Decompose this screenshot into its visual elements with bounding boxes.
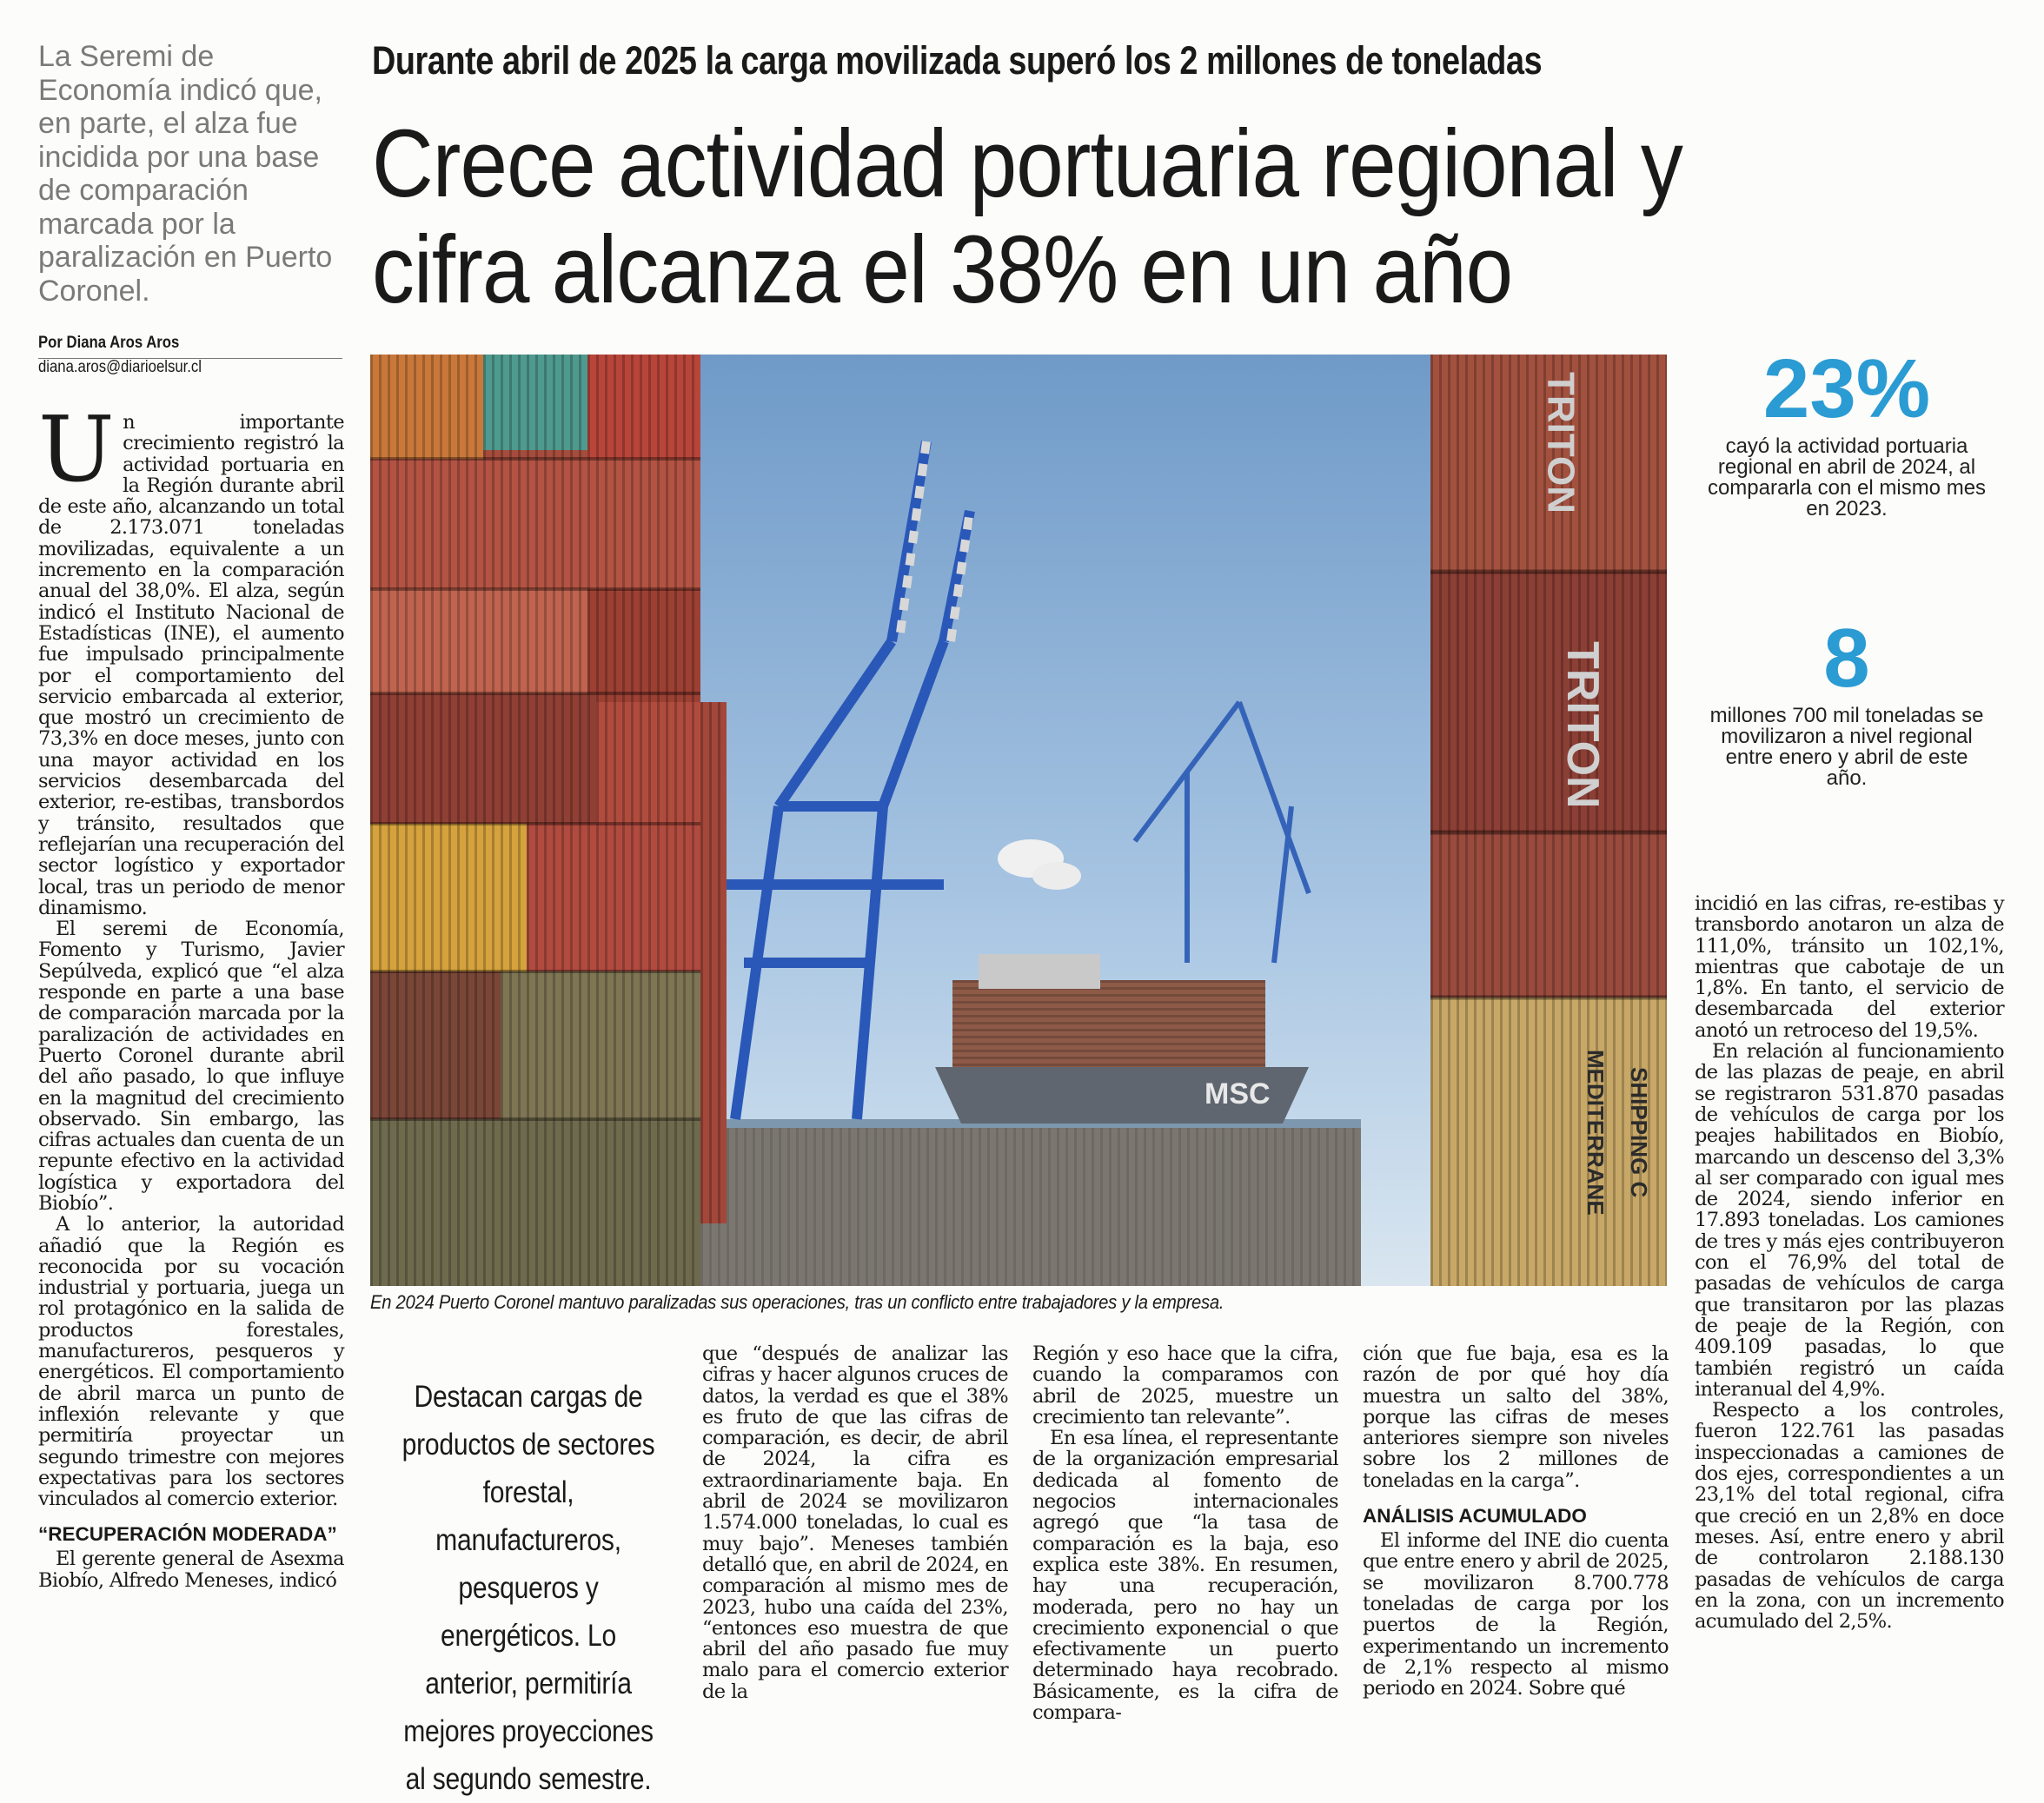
intro-summary: La Seremi de Economía indicó que, en parte, el alza fue incidida por una base de comparación marcada por la paralización en Puerto Coronel. [38,40,333,308]
ship-name: MSC [1204,1077,1271,1110]
container-text: SHIPPING C [1626,1067,1652,1198]
byline [38,334,342,359]
headline-line-2: cifra alcanza el 38% en un año [372,216,1513,323]
pull-quote: Destacan cargas de productos de sectores forestal, manufactureros, pesqueros y energéticos. Lo anterior, permitiría mejores proyecciones al segundo semestre. [402,1380,655,1796]
paragraph: Respecto a los controles, fueron 122.761 las pasadas inspeccionadas a camiones de dos ejes, correspondientes a un 23,1% del total regional, cifra que creció en un 2,8% en doce meses. Así, entre enero y abril de controlaron 2.188.130 pasadas de vehículos de carga en la zona, con un incremento acumulado del 2,5%. [1695,1399,2004,1634]
port-illustration [370,355,1667,1286]
paragraph: En esa línea, el representante de la organización empresarial dedicada al fomento de negocios internacionales agregó que “la tasa de comparación es la baja, eso explica este 38%. En resumen, hay una recuperación, moderada, pero no hay un crecimiento exponencial o que efectivamente un puerto determinado haya recobrado. Básicamente, es la cifra de compara- [1032,1427,1338,1725]
stat-value: 8 [1823,612,1870,705]
stat-text: cayó la actividad portuaria regional en abril de 2024, al compararla con el mismo mes en 2023. [1707,434,1987,520]
stat-value: 23% [1762,342,1931,435]
paragraph: A lo anterior, la autoridad añadió que la Región es reconocida por su vocación industrial y portuaria, juega un rol protagónico en la salida de productos forestales, manufactureros, pesqueros y energéticos. El comportamiento de abril marca un punto de inflexión relevante y que permitiría proyectar un segundo trimestre con mejores expectativas para los sectores vinculados al comercio exterior. [38,1213,344,1511]
headline-line-1: Crece actividad portuaria regional y [372,110,1682,217]
container-text: TRITON [1539,372,1583,514]
headline [372,111,1842,323]
article-column-3 [1032,1343,1338,1723]
paragraph: que “después de analizar las cifras y hacer algunos cruces de datos, la verdad es que el 38% es fruto de que las cifras de comparación, es decir, de abril de 2024, la cifra es extraordinariamente baja. En abril de 2024 se movilizaron 1.574.000 toneladas, lo cual es muy bajo”. Meneses también detalló que, en abril de 2024, en comparación al mismo mes de 2023, hubo una caída del 23%, “entonces eso muestra de que abril del año pasado fue muy malo para el comercio exterior de la [702,1342,1008,1703]
container-text: MEDITERRANE [1583,1050,1609,1216]
byline-email[interactable]: diana.aros@diarioelsur.cl [38,358,202,376]
stat-block-2 [1703,612,1990,790]
article-column-5 [1695,893,2004,1632]
article-column-4 [1363,1343,1669,1699]
drop-cap: U [38,396,115,502]
paragraph: El informe del INE dio cuenta que entre enero y abril de 2025, se movilizaron 8.700.778 toneladas de carga por los puertos de la Región, experimentando un incremento de 2,1% respecto al mismo periodo en 2024. Sobre qué [1363,1529,1669,1700]
port-photo [370,355,1667,1286]
container-text: TRITON [1557,641,1608,809]
subheading: “RECUPERACIÓN MODERADA” [38,1523,337,1546]
subheading: ANÁLISIS ACUMULADO [1363,1505,1587,1528]
stat-block-1 [1703,342,1990,520]
paragraph: Un importante crecimiento registró la actividad portuaria en la Región durante abril de este año, alcanzando un total de 2.173.071 toneladas movilizadas, equivalente a un incremento en la comparación anual del 38,0%. El alza, según indicó el Instituto Nacional de Estadísticas (INE), el aumento fue impulsado principalmente por el comportamiento del servicio embarcada al exterior, que mostró un crecimiento de 73,3% en doce meses, junto con una mayor actividad en los servicios desembarcada del exterior, re-estibas, transbordos y tránsito, resultados que reflejarían una recuperación del sector logístico y exportador local, tras un periodo de menor dinamismo. [38,396,344,919]
byline-author: Por Diana Aros Aros [38,334,180,352]
stat-text: millones 700 mil toneladas se movilizaron a nivel regional entre enero y abril de este año. [1709,704,1984,790]
paragraph: El gerente general de Asexma Biobío, Alfredo Meneses, indicó [38,1548,344,1592]
article-column-2 [702,1343,1008,1702]
paragraph: En relación al funcionamiento de las plazas de peaje, en abril se registraron 531.870 pasadas de vehículos de carga por los peajes habilitados en Biobío, marcando un descenso del 3,3% al ser comparado con igual mes de 2024, siendo inferior en 17.893 toneladas. Los camiones de tres y más ejes contribuyeron con el 76,9% del total de pasadas de vehículos de carga que transitaron por las plazas de peaje de la Región, con 409.109 pasadas, lo que también registró un caída interanual del 4,9%. [1695,1040,2004,1401]
kicker: Durante abril de 2025 la carga movilizada superó los 2 millones de toneladas [372,38,1543,83]
article-column-1 [38,396,344,1592]
photo-caption: En 2024 Puerto Coronel mantuvo paralizadas sus operaciones, tras un conflicto entre trabajadores y la empresa. [370,1291,1224,1313]
paragraph: incidió en las cifras, re-estibas y transbordo anotaron un alza de 111,0%, tránsito un 102,1%, mientras que cabotaje de un 1,8%. En tanto, el servicio de desembarcada del exterior anotó un retroceso del 19,5%. [1695,892,2004,1042]
paragraph: Región y eso hace que la cifra, cuando la comparamos con abril de 2025, muestre un crecimiento tan relevante”. [1032,1342,1338,1428]
paragraph: ción que fue baja, esa es la razón de por qué hoy día muestra un salto del 38%, porque las cifras de meses anteriores siempre son niveles sobre los 2 millones de toneladas en la carga”. [1363,1342,1669,1492]
paragraph: El seremi de Economía, Fomento y Turismo, Javier Sepúlveda, explicó que “el alza responde en parte a una base de comparación marcada por la paralización de actividades en Puerto Coronel durante abril del año pasado, lo que influye en la magnitud del crecimiento observado. Sin embargo, las cifras actuales dan cuenta de un repunte efectivo en la actividad logística y exportadora del Biobío”. [38,918,344,1215]
